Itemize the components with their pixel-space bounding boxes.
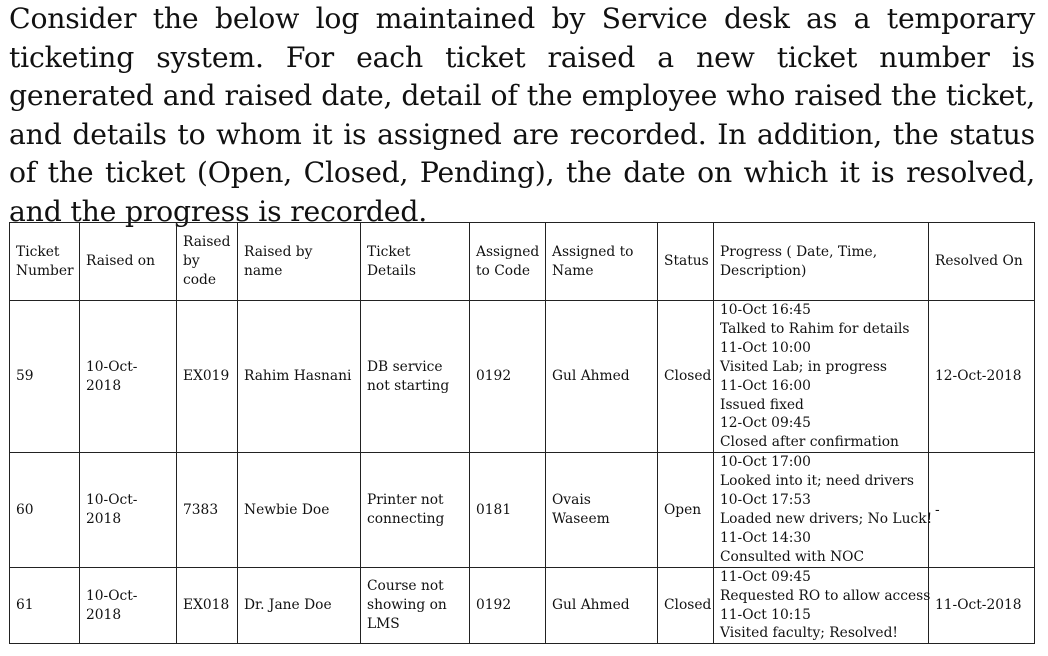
cell-ticket-details: DB service not starting: [361, 301, 470, 453]
cell-progress: [714, 567, 929, 644]
cell-status: Closed: [658, 567, 714, 644]
header-ticket-details: Ticket Details: [361, 223, 470, 301]
cell-assigned-to-code: 0181: [470, 453, 546, 567]
cell-assigned-to-code: 0192: [470, 567, 546, 644]
progress-line: Closed after confirmation: [720, 434, 899, 451]
cell-raised-on: 10-Oct-2018: [80, 301, 177, 453]
cell-status: Closed: [658, 301, 714, 453]
ticket-log-table: [9, 222, 1035, 644]
header-raised-by-name: Raised by name: [238, 223, 361, 301]
cell-resolved-on: 11-Oct-2018: [929, 567, 1035, 644]
cell-progress: [714, 301, 929, 453]
table-row: [10, 301, 1035, 453]
header-raised-on: Raised on: [80, 223, 177, 301]
progress-line: 12-Oct 09:45: [720, 415, 811, 432]
progress-line: Issued fixed: [720, 396, 804, 413]
progress-line: 10-Oct 17:53: [720, 492, 811, 509]
progress-line: 11-Oct 10:00: [720, 339, 811, 356]
cell-ticket-number: 59: [10, 301, 80, 453]
cell-progress: [714, 453, 933, 567]
header-resolved-on: Resolved On: [929, 223, 1035, 301]
progress-line: 11-Oct 14:30: [720, 529, 811, 546]
progress-line: 11-Oct 09:45: [720, 568, 811, 585]
cell-resolved-on: -: [929, 453, 1035, 567]
cell-raised-by-code: EX018: [177, 567, 238, 644]
progress-line: Looked into it; need drivers: [720, 473, 914, 490]
table-row: [10, 453, 1035, 567]
cell-assigned-to-code: 0192: [470, 301, 546, 453]
cell-raised-by-name: Dr. Jane Doe: [238, 567, 361, 644]
cell-raised-on: 10-Oct-2018: [80, 567, 177, 644]
cell-assigned-to-name: Gul Ahmed: [546, 567, 658, 644]
progress-line: Visited Lab; in progress: [720, 358, 887, 375]
intro-paragraph: Consider the below log maintained by Service desk as a temporary ticketing system. For each ticket raised a new ticket number is generated and raised date, detail of the employee who raised the ticket, and details to whom it is assigned are recorded. In addition, the status of the ticket (Open, Closed, Pending), the date on which it is resolved, and the progress is recorded.: [9, 2, 1035, 228]
cell-ticket-details: Printer not connecting: [361, 453, 470, 567]
header-assigned-to-name: Assigned to Name: [546, 223, 658, 301]
cell-raised-by-name: Newbie Doe: [238, 453, 361, 567]
cell-raised-by-name: Rahim Hasnani: [238, 301, 361, 453]
header-raised-by-code: Raised by code: [177, 223, 238, 301]
table-header-row: [10, 223, 1035, 301]
header-assigned-to-code: Assigned to Code: [470, 223, 546, 301]
progress-line: 10-Oct 17:00: [720, 454, 811, 471]
cell-assigned-to-name: Ovais Waseem: [546, 453, 658, 567]
cell-raised-on: 10-Oct-2018: [80, 453, 177, 567]
header-progress: Progress ( Date, Time, Description): [714, 223, 929, 301]
cell-ticket-number: 61: [10, 567, 80, 644]
cell-assigned-to-name: Gul Ahmed: [546, 301, 658, 453]
table-row: [10, 567, 1035, 644]
cell-raised-by-code: EX019: [177, 301, 238, 453]
progress-line: Requested RO to allow access: [720, 587, 931, 604]
cell-resolved-on: 12-Oct-2018: [929, 301, 1035, 453]
cell-ticket-number: 60: [10, 453, 80, 567]
progress-line: Loaded new drivers; No Luck!: [720, 510, 933, 527]
header-status: Status: [658, 223, 714, 301]
progress-line: 11-Oct 10:15: [720, 606, 811, 623]
progress-line: Consulted with NOC: [720, 548, 865, 565]
cell-raised-by-code: 7383: [177, 453, 238, 567]
header-ticket-number: Ticket Number: [10, 223, 80, 301]
cell-ticket-details: Course not showing on LMS: [361, 567, 470, 644]
progress-line: 10-Oct 16:45: [720, 302, 811, 318]
progress-line: 11-Oct 16:00: [720, 377, 811, 394]
progress-line: Visited faculty; Resolved!: [720, 625, 898, 642]
cell-status: Open: [658, 453, 714, 567]
progress-line: Talked to Rahim for details: [720, 320, 910, 337]
